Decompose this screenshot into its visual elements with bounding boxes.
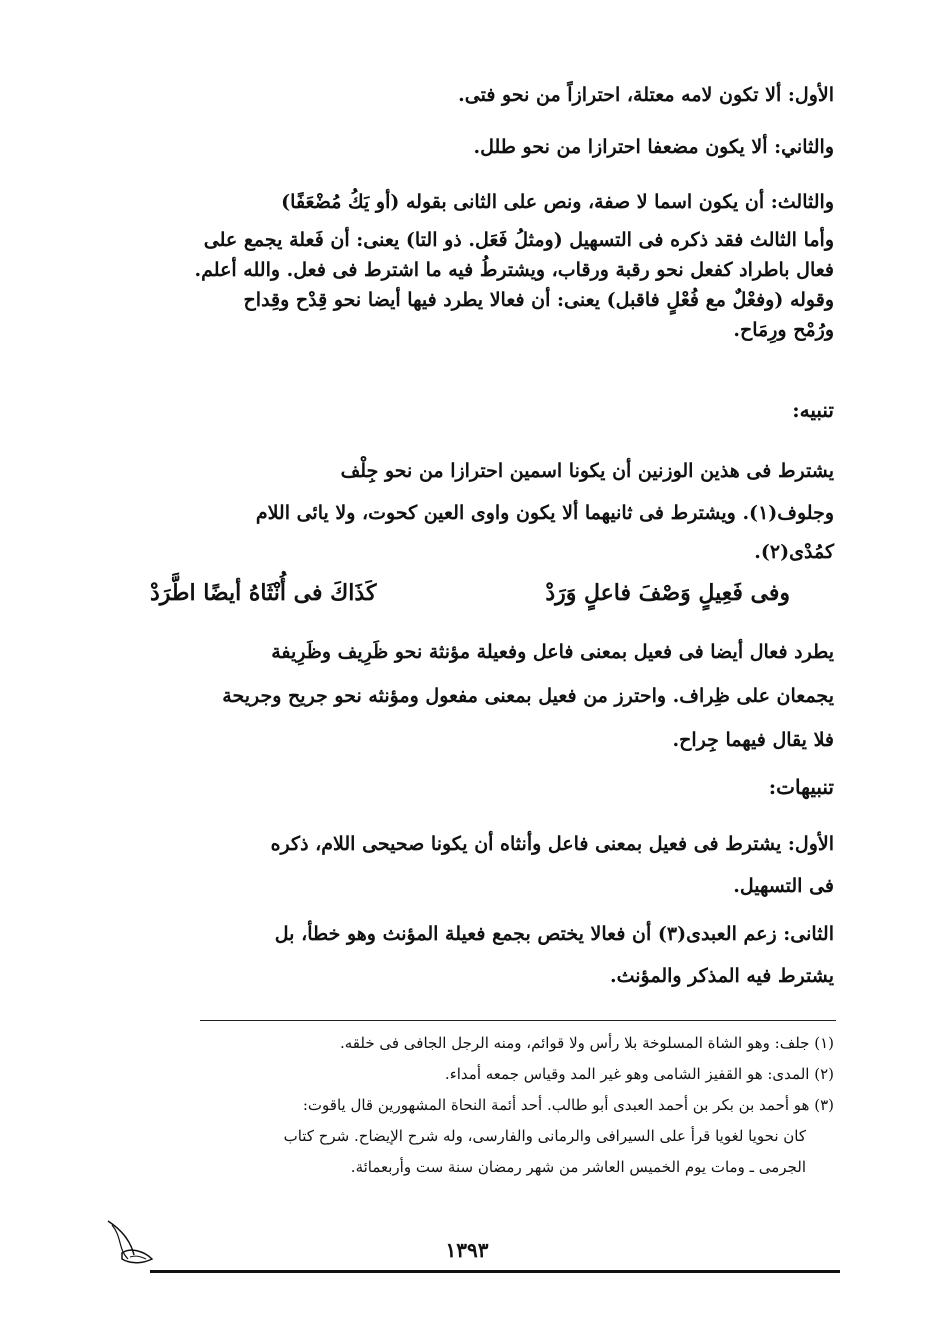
verse-line [150,580,790,606]
footnote-divider [200,1020,836,1021]
page-number: ١٣٩٣ [445,1238,489,1262]
text-line: فى التسهيل. [733,875,834,897]
text-line: والثاني: ألا يكون مضعفا احترازا من نحو طلل. [473,136,834,158]
footnote-2: (٢) المدى: هو القفيز الشامى وهو غير المد وقياس جمعه أمداء. [444,1065,834,1083]
footnote-3: (٣) هو أحمد بن بكر بن أحمد العبدى أبو طالب. أحد أئمة النحاة المشهورين قال ياقوت: [302,1096,834,1114]
footnotes [94,1028,834,1183]
text-line: يطرد فعال أيضا فى فعيل بمعنى فاعل وفعيلة مؤنثة نحو ظَرِيف وظَرِيفة [271,641,834,663]
paragraph-tanbihat-first [100,822,834,906]
text-line: والثالث: أن يكون اسما لا صفة، ونص على الثانى بقوله (أو يَكُ مُضْعَفًا) [281,191,834,213]
text-line: الثانى: زعم العبدى(٣) أن فعالا يختص بجمع فعيلة المؤنث وهو خطأ، بل [274,923,834,945]
footnote-3-continuation: الجرمى ـ ومات يوم الخميس العاشر من شهر رمضان سنة ست وأربعمائة. [350,1158,806,1176]
text-line: ورُمْح ورِمَاح. [733,319,834,341]
section-heading-tanbihat: تنبيهات: [768,775,834,799]
page-bottom-rule [150,1270,840,1273]
text-line: فعال باطراد كفعل نحو رقبة ورقاب، ويشترطُ فيه ما اشترط فى فعل. والله أعلم. [194,259,834,281]
text-line: الأول: يشترط فى فعيل بمعنى فاعل وأنثاه أن يكونا صحيحى اللام، ذكره [270,833,834,855]
text-line: يجمعان على ظِراف. واحترز من فعيل بمعنى مفعول ومؤنثه نحو جريح وجريحة [222,685,834,707]
section-heading-tanbih: تنبيه: [792,398,834,422]
text-line: يشترط فى هذين الوزنين أن يكونا اسمين احترازا من نحو جِلْف [340,460,834,482]
text-line: وأما الثالث فقد ذكره فى التسهيل (ومثلُ فَعَل. ذو التا) يعنى: أن فَعلة يجمع على [203,229,834,251]
text-line: فلا يقال فيهما جِراح. [672,729,834,751]
paragraph-verse-commentary [100,630,834,762]
footnote-3-continuation: كان نحويا لغويا قرأ على السيرافى والرمانى والفارسى، وله شرح الإيضاح. شرح كتاب [283,1127,806,1145]
paragraph-tanbih [100,450,834,570]
text-line: وجلوف(١). ويشترط فى ثانيهما ألا يكون واوى العين كحوت، ولا يائى اللام [255,502,834,524]
verse-hemistich-right: وفى فَعِيلٍ وَصْفَ فاعلٍ وَرَدْ [545,580,790,606]
footnote-1: (١) جلف: وهو الشاة المسلوخة بلا رأس ولا قوائم، ومنه الرجل الجافى فى خلقه. [339,1034,834,1052]
text-line: كمُدْى(٢). [754,541,834,563]
paragraph-tanbihat-second [100,912,834,996]
text-line: يشترط فيه المذكر والمؤنث. [609,965,834,987]
text-line: الأول: ألا تكون لامه معتلة، احترازاً من نحو فتى. [458,84,834,106]
ornament-icon [100,1215,160,1275]
text-line: وقوله (وفعْلٌ مع فُعْلٍ فاقبل) يعنى: أن فعالا يطرد فيها أيضا نحو قِدْح وقِداح [243,289,834,311]
paragraph-third-condition [100,180,834,345]
verse-hemistich-left: كَذَاكَ فى أُنْثَاهُ أيضًا اطَّرَدْ [150,580,377,606]
